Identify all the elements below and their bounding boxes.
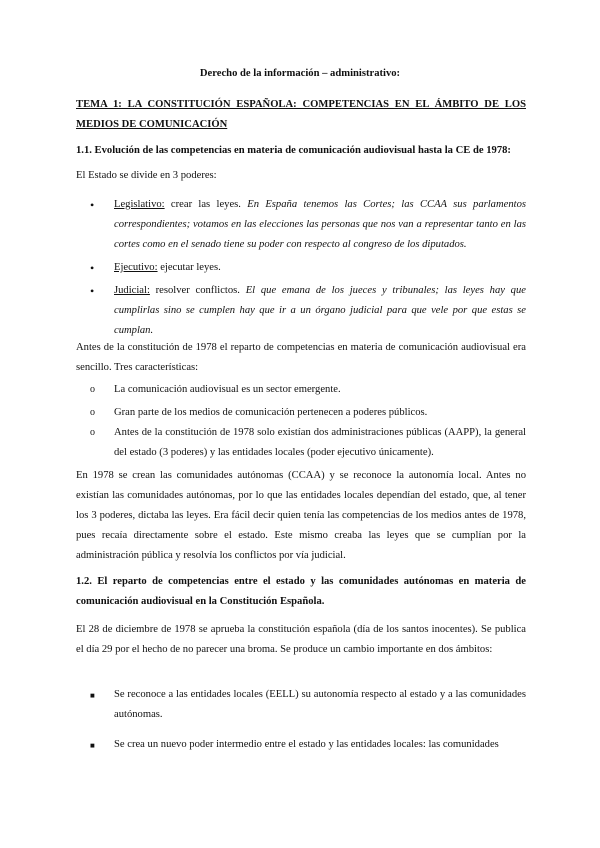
square-bullet-icon: ■ [90, 741, 95, 750]
term-label: Ejecutivo: [114, 262, 158, 273]
term-text: crear las leyes. [164, 199, 248, 210]
list-item-ejecutivo [76, 258, 526, 278]
square-bullet-icon: ■ [90, 691, 95, 700]
caracteristicas-list [76, 380, 526, 466]
list-item [76, 380, 526, 400]
list-item [76, 685, 526, 725]
document-title: Derecho de la información – administrativo: [199, 68, 401, 79]
item-text: La comunicación audiovisual es un sector emergente. [114, 384, 341, 395]
item-text: Se reconoce a las entidades locales (EELL) su autonomía respecto al estado y a las comunidades autónomas. [114, 689, 526, 720]
antes-paragraph: Antes de la constitución de 1978 el reparto de competencias en materia de comunicación audiovisual era sencillo. Tres características: [76, 342, 526, 373]
section-1-heading: 1.1. Evolución de las competencias en materia de comunicación audiovisual hasta la CE de 1978: [76, 145, 511, 156]
bullet-dot-icon: • [90, 284, 95, 298]
item-text: Se crea un nuevo poder intermedio entre el estado y las entidades locales: las comunidades [114, 739, 499, 750]
ambitos-list [76, 685, 526, 758]
term-label: Legislativo: [114, 199, 165, 210]
parrafo-1978: En 1978 se crean las comunidades autónomas (CCAA) y se reconoce la autonomía local. Antes no existían las comunidades autónomas, por lo que las entidades locales dependían del estado, que, al tener los 3 poderes, dictaba las leyes. Era fácil decir quien tenía las competencias de los medios antes de 1978, pues recaía directamente sobre el estado. Este mismo creaba las leyes que se cumplían por la administración pública y resolvía los conflictos por vía judicial. [76, 470, 526, 561]
circle-bullet-icon: o [90, 427, 95, 438]
circle-bullet-icon: o [90, 407, 95, 418]
poderes-list [76, 195, 526, 344]
list-item [76, 735, 526, 755]
item-text: Antes de la constitución de 1978 solo existían dos administraciones públicas (AAPP), la general del estado (3 poderes) y las entidades locales (poder ejecutivo únicamente). [114, 427, 526, 458]
list-item-judicial [76, 281, 526, 341]
list-item-legislativo [76, 195, 526, 255]
section-1-intro: El Estado se divide en 3 poderes: [76, 170, 217, 181]
bullet-dot-icon: • [90, 198, 95, 212]
term-text: resolver conflictos. [149, 285, 246, 296]
term-text: ejecutar leyes. [157, 262, 221, 273]
bullet-dot-icon: • [90, 261, 95, 275]
term-note: En España tenemos las Cortes; las CCAA sus parlamentos correspondientes; votamos en las elecciones las personas que nos van a representar tanto en las cortes como en el senado tiene su poder con respecto al congreso de los diputados. [114, 199, 526, 250]
circle-bullet-icon: o [90, 384, 95, 395]
list-item [76, 403, 526, 423]
topic-title: TEMA 1: LA CONSTITUCIÓN ESPAÑOLA: COMPETENCIAS EN EL ÁMBITO DE LOS MEDIOS DE COMUNICACIÓN [76, 99, 526, 130]
section-2-heading: 1.2. El reparto de competencias entre el estado y las comunidades autónomas en materia de comunicación audiovisual en la Constitución Española. [76, 576, 526, 607]
item-text: Gran parte de los medios de comunicación pertenecen a poderes públicos. [114, 407, 428, 418]
list-item [76, 423, 526, 463]
term-note: El que emana de los jueces y tribunales; las leyes hay que cumplirlas sino se cumplen hay que ir a un órgano judicial para que vele por que estas se cumplan. [114, 285, 526, 336]
section-2-paragraph: El 28 de diciembre de 1978 se aprueba la constitución española (día de los santos inocentes). Se publica el día 29 por el hecho de no parecer una broma. Se produce un cambio importante en dos ámbitos: [76, 624, 526, 655]
term-label: Judicial: [114, 285, 150, 296]
